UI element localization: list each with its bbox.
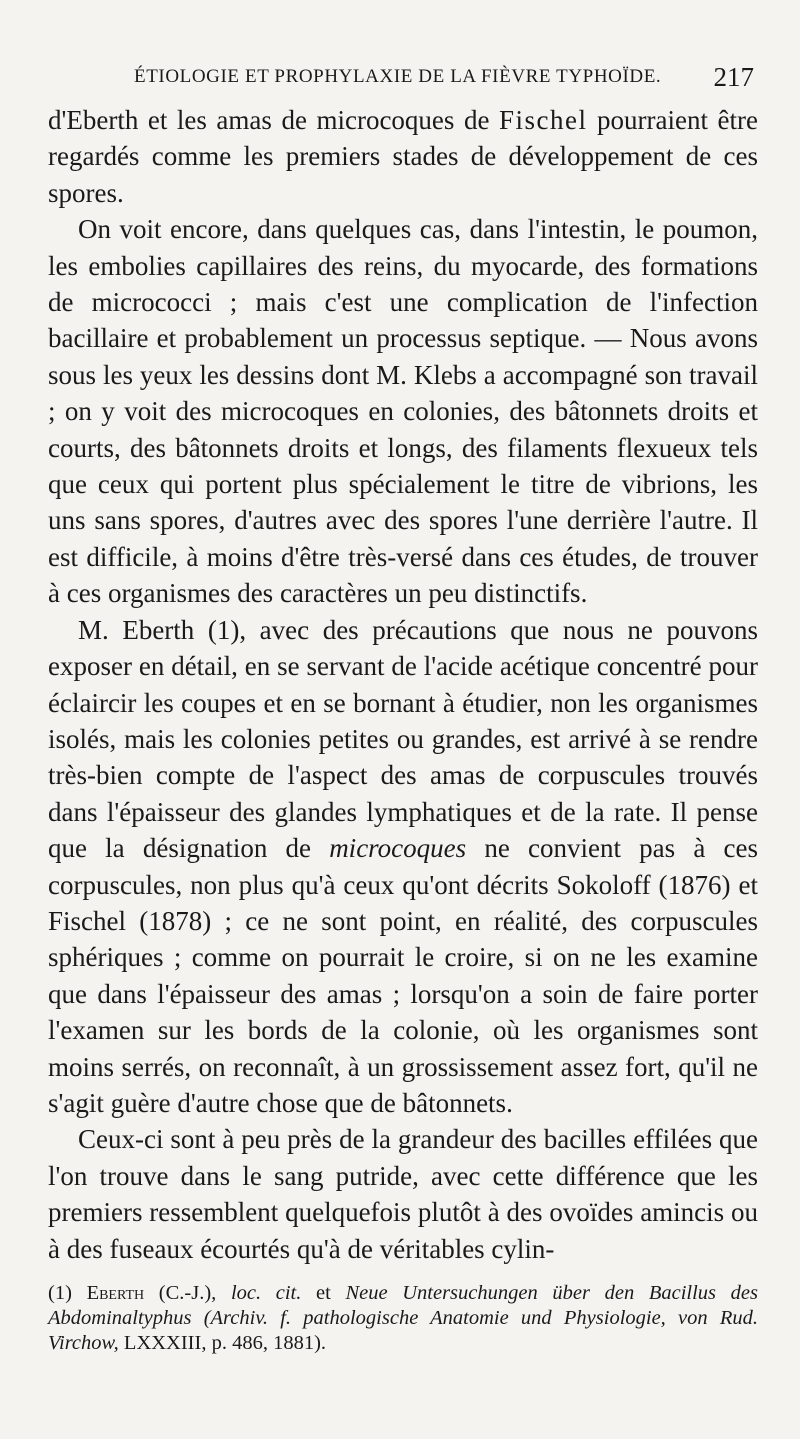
footnote-and: et — [301, 1282, 346, 1304]
text-segment: ne convient pas à ces corpuscules, non plus qu'à ceux qu'ont décrits Sokoloff (1876) et Fischel (1878) ; ce ne sont point, en réalité, des corpuscules sphériques ; comme on pourrait le croire, si on ne les examine que dans l'épaisseur des amas ; lorsqu'on a soin de faire porter l'examen sur les bords de la colonie, où les organismes sont moins serrés, on reconnaît, à un grossissement assez fort, qu'il ne s'agit guère d'autre chose que de bâtonnets. — [48, 833, 758, 1118]
footnote-loc-cit: loc. cit. — [230, 1282, 302, 1304]
body-text — [48, 102, 758, 1267]
footnote-title: Neue Untersuchungen über den Bacillus des Abdominaltyphus (Archiv. f. pathologische Anatomie und Physiologie, von Rud. Virchow, — [48, 1282, 759, 1354]
running-title: ÉTIOLOGIE ET PROPHYLAXIE DE LA FIÈVRE TYPHOÏDE. — [134, 66, 662, 87]
text-segment: On voit encore, dans quelques cas, dans l'intestin, le poumon, les embolies capillaires des reins, du myocarde, des formations de micrococci ; mais c'est une complication de l'infection bacillaire et probablement un processus septique. — Nous avons sous les yeux les dessins dont M. Klebs a accompagné son travail ; on y voit des microcoques en colonies, des bâtonnets droits et courts, des bâtonnets droits et longs, des filaments flexueux tels que ceux qui portent plus spécialement le titre de vibrions, les uns sans spores, d'autres avec des spores l'une derrière l'autre. Il est difficile, à moins d'être très-versé dans ces études, de trouver à ces organismes des caractères un peu distinctifs. — [48, 214, 758, 609]
footnote-rest: LXXXIII, p. 486, 1881). — [118, 1332, 327, 1354]
text-segment: d'Eberth et les amas de microcoques de — [48, 105, 499, 135]
paragraph — [48, 102, 758, 211]
book-page — [48, 58, 758, 1356]
paragraph — [48, 612, 758, 1122]
footnote-author: Eberth — [86, 1282, 145, 1304]
page-number: 217 — [713, 62, 754, 92]
page-header — [48, 58, 758, 102]
footnote-marker: (1) — [48, 1282, 87, 1304]
paragraph — [48, 211, 758, 611]
footnote — [48, 1281, 758, 1356]
italic-term: microcoques — [329, 833, 467, 864]
text-segment: M. Eberth (1), avec des précautions que nous ne pouvons exposer en détail, en se servant de l'acide acétique concentré pour éclaircir les coupes et en se bornant à étudier, non les organismes isolés, mais les colonies petites ou grandes, est arrivé à se rendre très-bien compte de l'aspect des amas de corpuscules trouvés dans l'épaisseur des glandes lymphatiques et de la rate. Il pense que la désignation de — [48, 614, 758, 864]
paragraph — [48, 1121, 758, 1267]
footnote-initials: (C.-J.), — [144, 1282, 231, 1304]
text-segment: Ceux-ci sont à peu près de la grandeur des bacilles effilées que l'on trouve dans le sang putride, avec cette différence que les premiers ressemblent quelquefois plutôt à des ovoïdes amincis ou à des fuseaux écourtés qu'à de véritables cylin- — [48, 1124, 758, 1264]
spaced-name: Fischel — [499, 105, 588, 135]
text-segment: pourraient être regardés comme les premiers stades de développement de ces spores. — [48, 105, 758, 208]
